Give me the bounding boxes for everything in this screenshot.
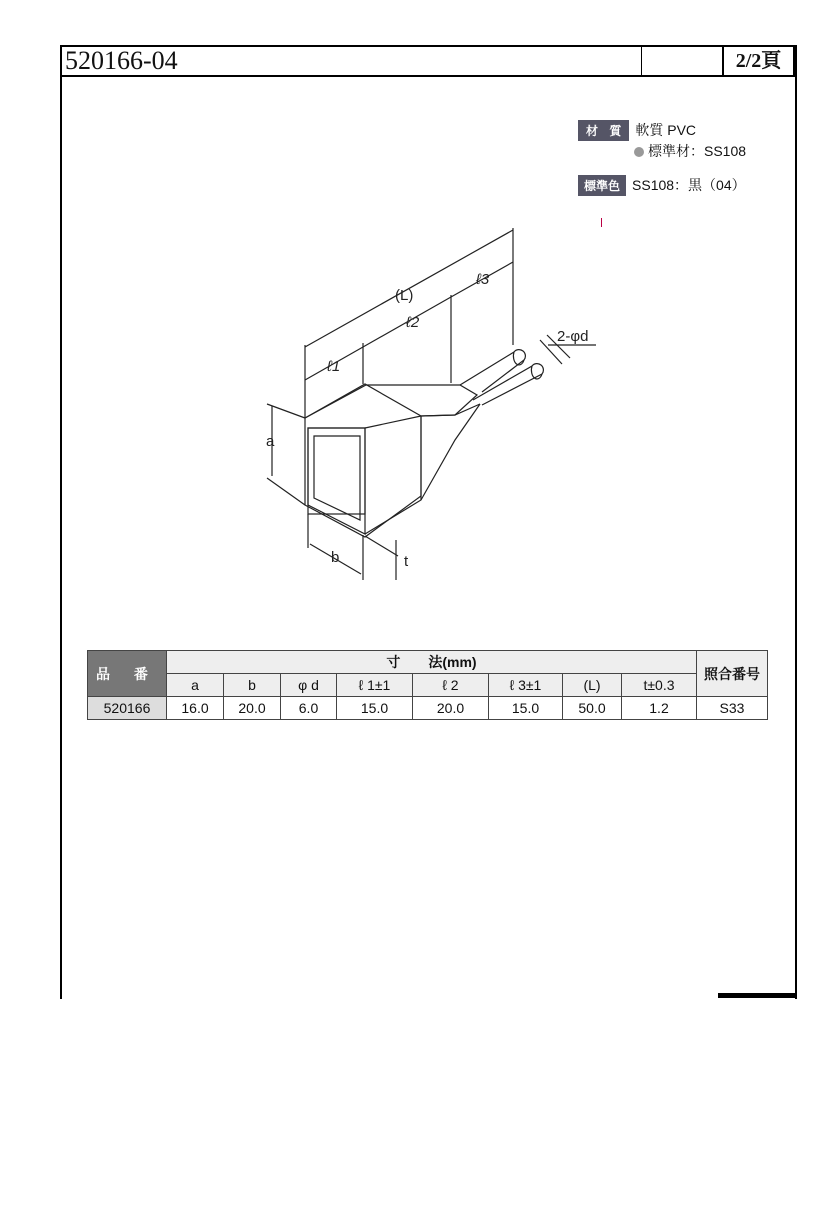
cell-l3: 15.0	[489, 697, 563, 720]
cell-phid: 6.0	[281, 697, 337, 720]
subhead-t: t±0.3	[622, 674, 697, 697]
color-tag: 標準色	[578, 175, 626, 196]
table-row	[88, 697, 768, 720]
label-a: a	[266, 433, 275, 450]
cell-t: 1.2	[622, 697, 697, 720]
label-b: b	[331, 549, 340, 566]
cell-L: 50.0	[563, 697, 622, 720]
color-value: SS108：黒（04）	[632, 177, 746, 193]
cell-b: 20.0	[224, 697, 281, 720]
material-value: 軟質 PVC	[635, 122, 697, 138]
label-l3: ℓ3	[476, 271, 490, 288]
cell-l1: 15.0	[337, 697, 413, 720]
subhead-a: a	[167, 674, 224, 697]
col-part-number: 品 番	[88, 651, 167, 697]
cell-part: 520166	[88, 697, 167, 720]
dimension-table	[87, 650, 768, 720]
label-t: t	[404, 553, 409, 570]
subhead-l2: ℓ 2	[413, 674, 489, 697]
page-number: 2/2頁	[735, 50, 782, 72]
col-dimensions: 寸 法(mm)	[167, 651, 697, 674]
material-tag: 材 質	[578, 120, 629, 141]
subhead-l3: ℓ 3±1	[489, 674, 563, 697]
standard-material-value: 標準材：SS108	[648, 143, 747, 159]
label-l2: ℓ2	[406, 314, 420, 331]
bottom-bar	[718, 993, 795, 998]
cell-ref: S33	[697, 697, 768, 720]
subhead-phid: φ d	[281, 674, 337, 697]
subhead-L: (L)	[563, 674, 622, 697]
label-l1: ℓ1	[327, 358, 341, 375]
label-L: (L)	[395, 287, 414, 304]
col-reference: 照合番号	[697, 651, 768, 697]
subhead-b: b	[224, 674, 281, 697]
label-phid: 2-φd	[557, 328, 589, 345]
part-number-title: 520166-04	[62, 47, 642, 75]
cell-l2: 20.0	[413, 697, 489, 720]
subhead-l1: ℓ 1±1	[337, 674, 413, 697]
cell-a: 16.0	[167, 697, 224, 720]
